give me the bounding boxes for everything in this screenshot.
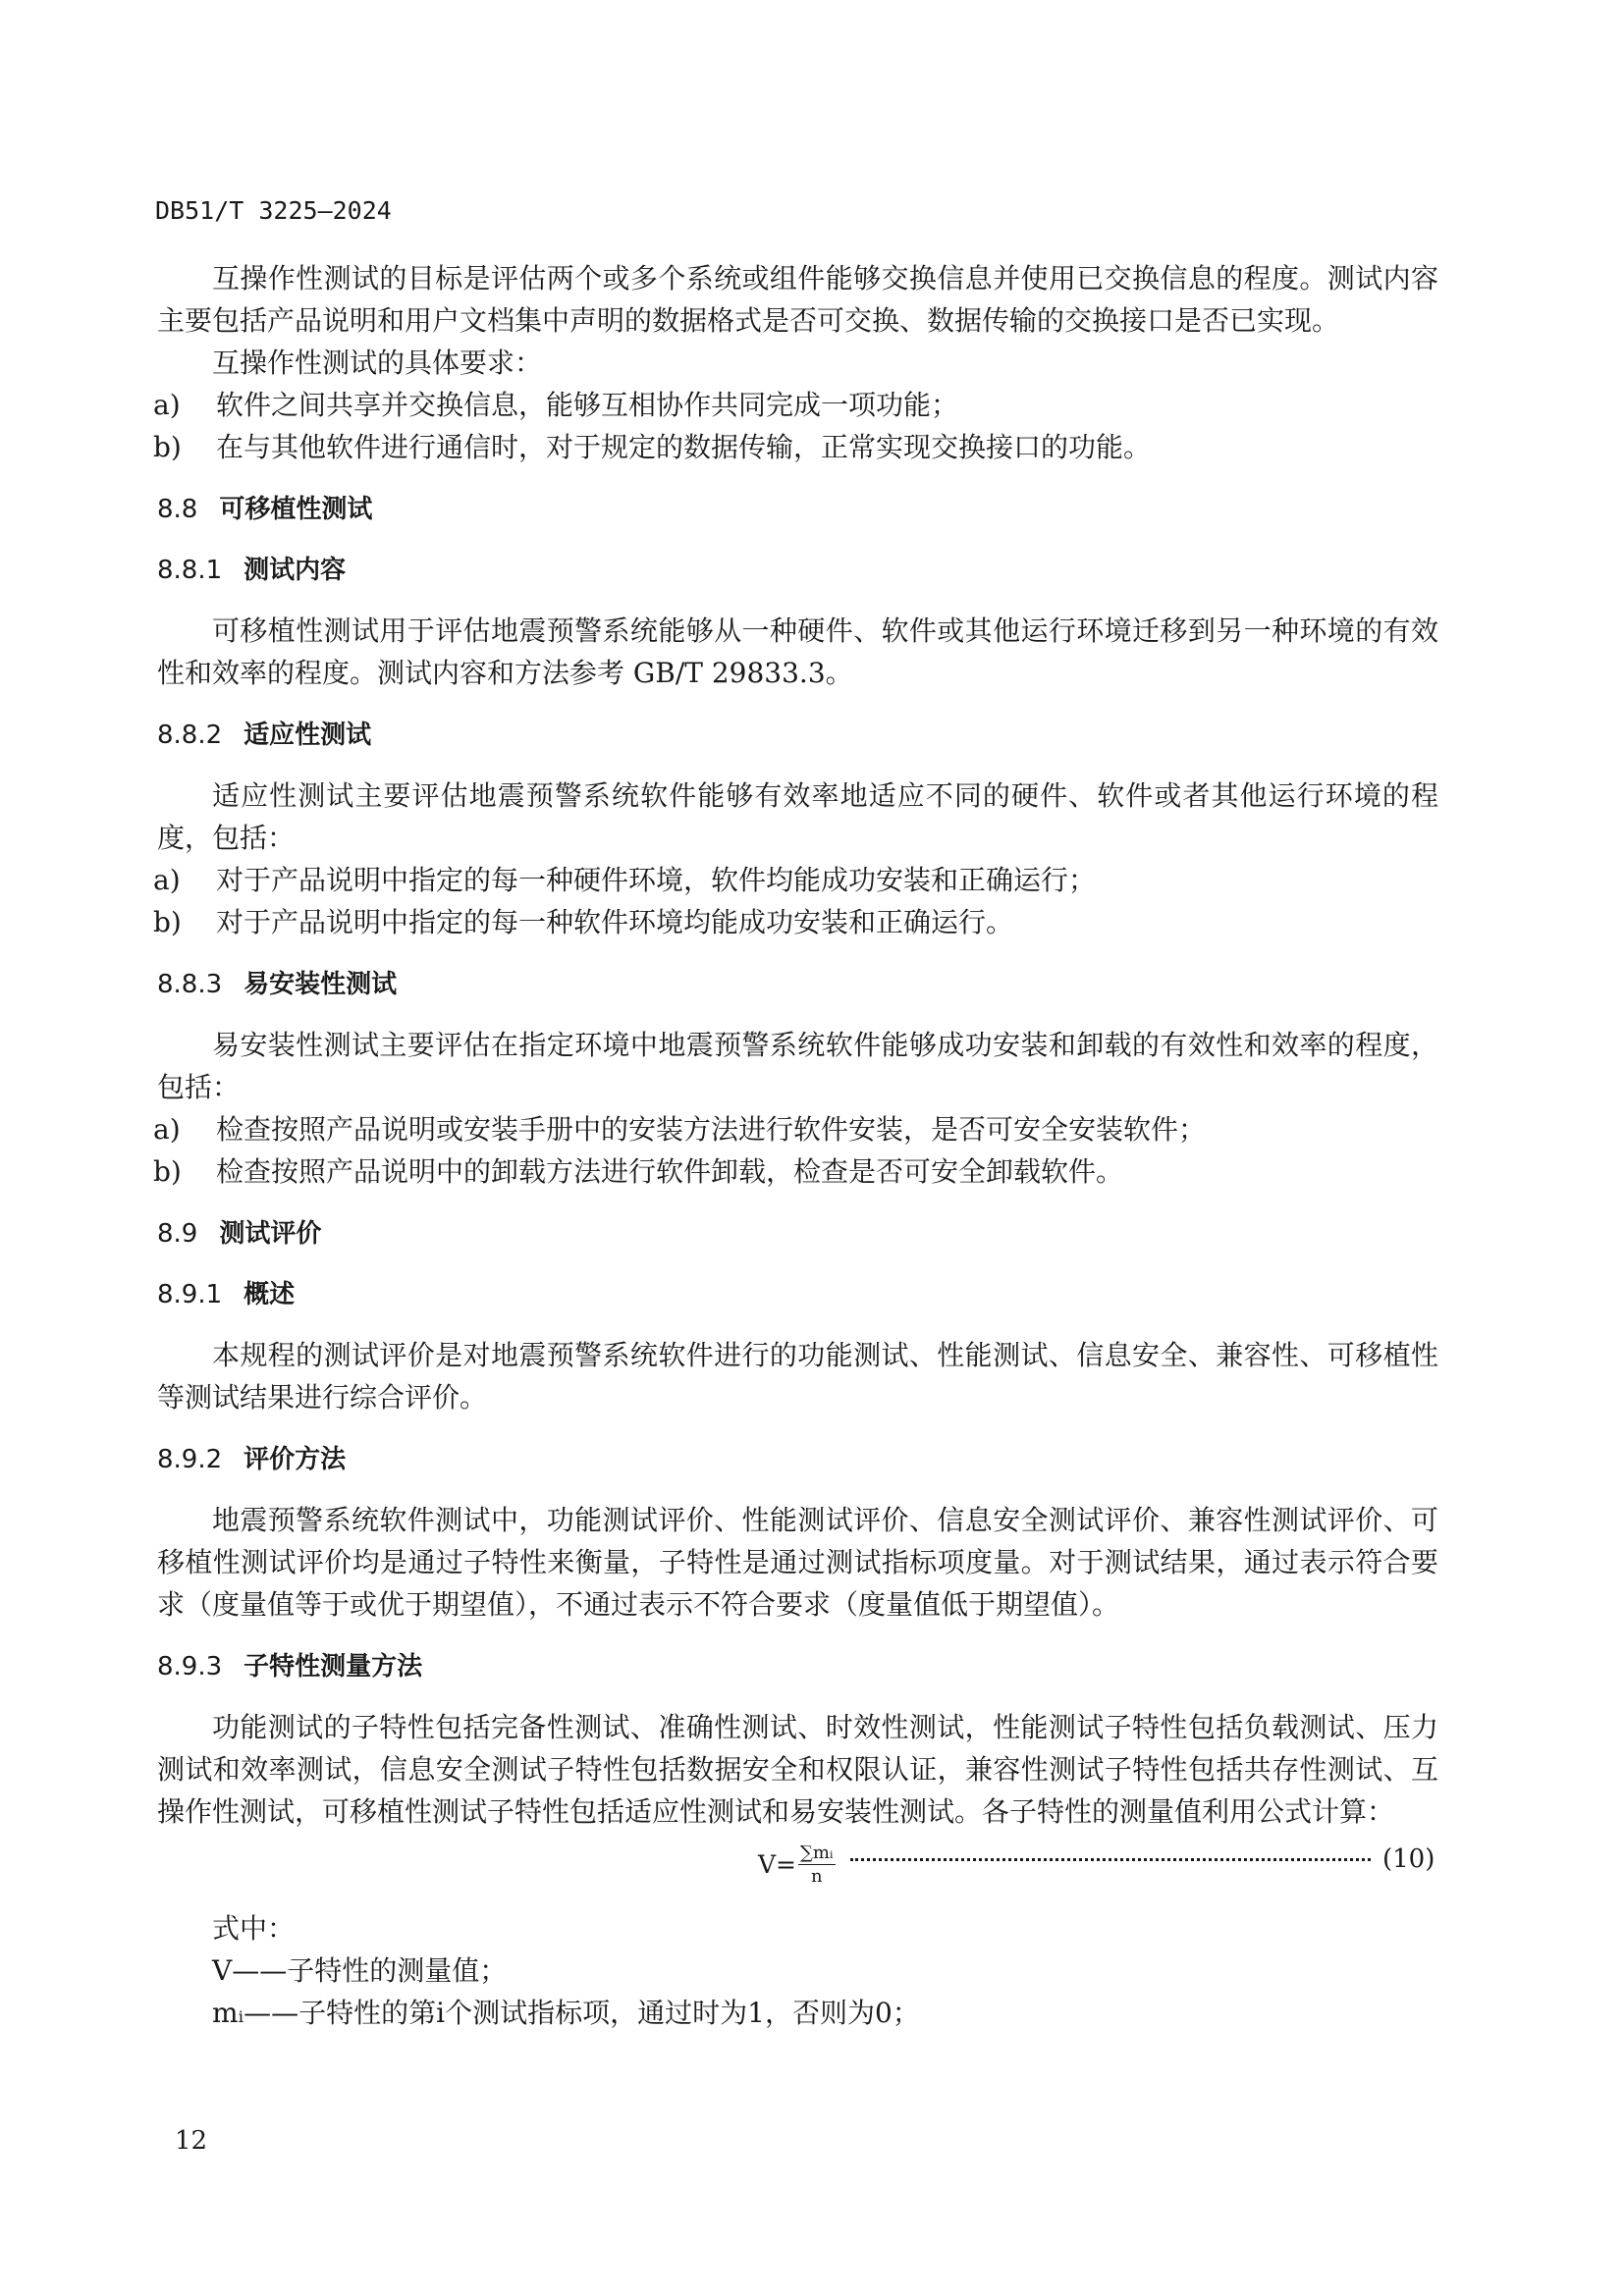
section-number: 8.9: [157, 1219, 198, 1249]
section-title: 测试内容: [244, 556, 347, 585]
list-item: [153, 859, 1438, 901]
page-number: 12: [175, 2126, 208, 2156]
section-number: 8.9.3: [157, 1652, 223, 1682]
section-heading-8-8: [157, 490, 1438, 529]
section-title: 子特性测量方法: [244, 1652, 423, 1682]
list-text: 检查按照产品说明中的卸载方法进行软件卸载，检查是否可安全卸载软件。: [216, 1155, 1124, 1188]
list-text: 在与其他软件进行通信时，对于规定的数据传输，正常实现交换接口的功能。: [216, 431, 1152, 463]
section-number: 8.9.2: [157, 1445, 223, 1474]
formula-10: [157, 1839, 1438, 1907]
paragraph: 可移植性测试用于评估地震预警系统能够从一种硬件、软件或其他运行环境迁移到另一种环境的有效性和效率的程度。测试内容和方法参考 GB/T 29833.3。: [157, 614, 1438, 689]
where-intro: 式中：: [212, 1912, 296, 1945]
section-title: 测试评价: [219, 1219, 322, 1249]
equation-number: (10): [1382, 1844, 1435, 1874]
section-title: 可移植性测试: [219, 495, 373, 524]
paragraph: 适应性测试主要评估地震预警系统软件能够有效率地适应不同的硬件、软件或者其他运行环境的程度，包括：: [157, 779, 1438, 854]
section-title: 易安装性测试: [244, 970, 398, 999]
list-marker: b): [153, 431, 182, 463]
variable-definition: V——子特性的测量值；: [212, 1954, 508, 1987]
list-item: [153, 426, 1438, 468]
section-heading-8-9-2: [157, 1440, 1438, 1479]
requirement-list: [153, 859, 1438, 943]
section-title: 概述: [244, 1280, 296, 1309]
dotted-leader: [850, 1858, 1371, 1861]
formula-lhs: V=: [758, 1850, 797, 1879]
section-number: 8.8.1: [157, 556, 223, 585]
requirement-list: [153, 1108, 1438, 1193]
page-content: [153, 257, 1438, 2034]
section-heading-8-8-1: [157, 551, 1438, 590]
list-marker: a): [153, 1113, 181, 1146]
list-item: [153, 1150, 1438, 1193]
section-title: 适应性测试: [244, 721, 372, 750]
list-marker: a): [153, 389, 181, 421]
formula-denominator: n: [810, 1866, 823, 1887]
list-text: 对于产品说明中指定的每一种软件环境均能成功安装和正确运行。: [216, 906, 1014, 938]
list-item: [153, 1108, 1438, 1150]
list-item: [153, 384, 1438, 426]
section-number: 8.9.1: [157, 1280, 223, 1309]
document-code: DB51/T 3225—2024: [155, 196, 392, 225]
list-marker: b): [153, 906, 182, 938]
paragraph: 易安装性测试主要评估在指定环境中地震预警系统软件能够成功安装和卸载的有效性和效率的程度，包括：: [157, 1029, 1438, 1103]
list-text: 对于产品说明中指定的每一种硬件环境，软件均能成功安装和正确运行；: [216, 864, 1097, 896]
paragraph: 功能测试的子特性包括完备性测试、准确性测试、时效性测试，性能测试子特性包括负载测试、压力测试和效率测试，信息安全测试子特性包括数据安全和权限认证，兼容性测试子特性包括共存性测试、互操作性测试，可移植性测试子特性包括适应性测试和易安装性测试。各子特性的测量值利用公式计算：: [157, 1711, 1438, 1828]
requirement-list: [153, 384, 1438, 468]
section-heading-8-9: [157, 1214, 1438, 1254]
section-title: 评价方法: [244, 1445, 347, 1474]
list-item: [153, 901, 1438, 943]
variable-definition: mᵢ——子特性的第i个测试指标项，通过时为1，否则为0；: [212, 1997, 920, 2029]
section-heading-8-8-3: [157, 965, 1438, 1004]
section-heading-8-9-3: [157, 1647, 1438, 1686]
section-number: 8.8: [157, 495, 198, 524]
formula-numerator: ∑mᵢ: [800, 1842, 834, 1863]
list-marker: a): [153, 864, 181, 896]
list-text: 检查按照产品说明或安装手册中的安装方法进行软件安装，是否可安全安装软件；: [216, 1113, 1207, 1146]
section-number: 8.8.2: [157, 721, 223, 750]
paragraph: 互操作性测试的目标是评估两个或多个系统或组件能够交换信息并使用已交换信息的程度。测试内容主要包括产品说明和用户文档集中声明的数据格式是否可交换、数据传输的交换接口是否已实现。: [157, 262, 1438, 337]
section-heading-8-9-1: [157, 1275, 1438, 1314]
list-marker: b): [153, 1155, 182, 1188]
section-heading-8-8-2: [157, 716, 1438, 755]
section-number: 8.8.3: [157, 970, 223, 999]
paragraph: 本规程的测试评价是对地震预警系统软件进行的功能测试、性能测试、信息安全、兼容性、可移植性等测试结果进行综合评价。: [157, 1339, 1438, 1414]
formula-fraction: [798, 1842, 836, 1887]
formula-expression: [758, 1842, 836, 1887]
paragraph: 互操作性测试的具体要求：: [212, 347, 543, 379]
list-text: 软件之间共享并交换信息，能够互相协作共同完成一项功能；: [216, 389, 959, 421]
paragraph: 地震预警系统软件测试中，功能测试评价、性能测试评价、信息安全测试评价、兼容性测试评价、可移植性测试评价均是通过子特性来衡量，子特性是通过测试指标项度量。对于测试结果，通过表示符合要求（度量值等于或优于期望值），不通过表示不符合要求（度量值低于期望值）。: [157, 1504, 1438, 1621]
